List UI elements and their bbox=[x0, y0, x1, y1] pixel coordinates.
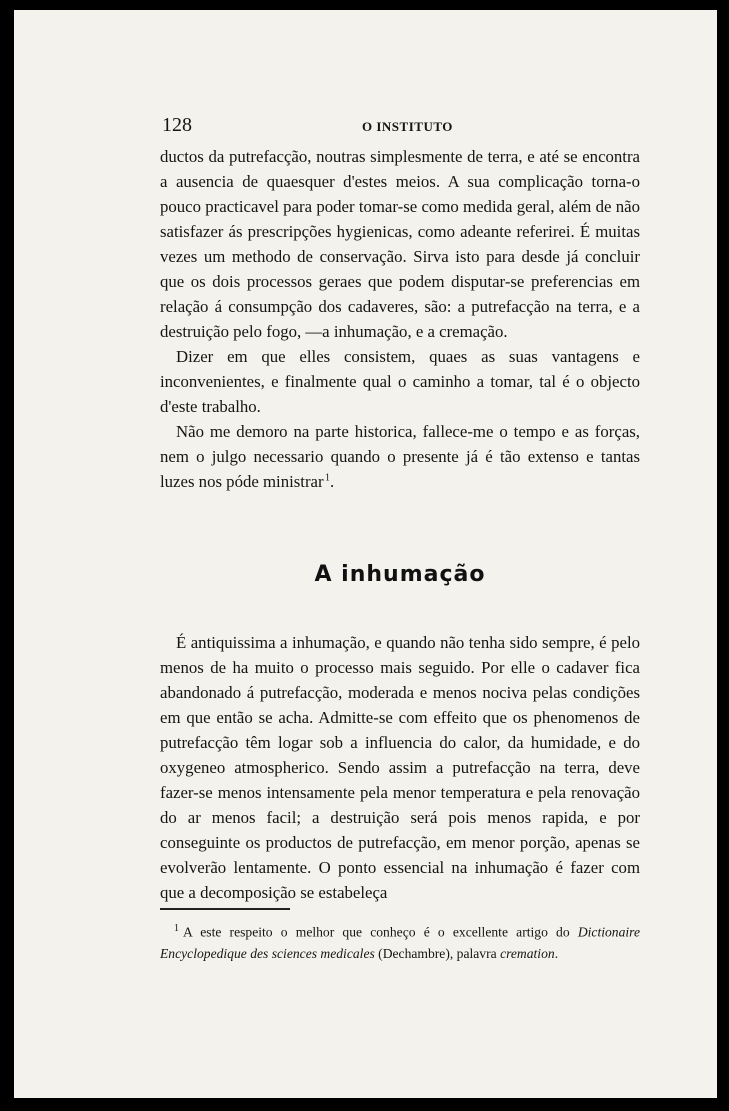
footnote-text-end: . bbox=[554, 945, 559, 961]
paragraph-objective: Dizer em que elles consistem, quaes as suas vantagens e inconvenientes, e finalmente qual o caminho a tomar, tal é o objecto d'este trabalho. bbox=[160, 347, 640, 416]
page-header bbox=[162, 114, 638, 138]
paragraph-historical-end: . bbox=[330, 472, 335, 491]
paragraph-continuation: ductos da putrefacção, noutras simplesmente de terra, e até se encontra a ausencia de quaesquer d'estes meios. A sua complicação torna-o pouco practicavel para poder tomar-se como medida geral, além de não satisfazer ás prescripções hygienicas, como adeante referirei. É muitas vezes um methodo de conservação. Sirva isto para desde já concluir que os dois processos geraes que podem disputar-se preferencias em relação á consumpção dos cadaveres, são: a putrefacção na terra, e a destruição pelo fogo, —a inhumação, e a cremação. bbox=[160, 147, 640, 341]
footnote-mark: 1 bbox=[174, 923, 179, 934]
footnote bbox=[160, 918, 640, 964]
document-page bbox=[14, 10, 717, 1098]
paragraph-historical-text: Não me demoro na parte historica, fallece-me o tempo e as forças, nem o julgo necessario quando o presente já é tão extenso e tantas luzes nos póde ministrar bbox=[160, 422, 640, 491]
footnote-reference[interactable]: 1 bbox=[325, 472, 330, 484]
footnote-work-title: Dictionaire Encyclopedique des sciences medicales bbox=[160, 924, 640, 961]
paragraph-historical bbox=[160, 419, 640, 494]
paragraph-inhumation: É antiquissima a inhumação, e quando não tenha sido sempre, é pelo menos de ha muito o processo mais seguido. Por elle o cadaver fica abandonado á putrefacção, moderada e menos nociva pelas condições em que então se acha. Admitte-se com effeito que os phenomenos de putrefacção têm logar sob a influencia do calor, da humidade, e do oxygeneo atmospherico. Sendo assim a putrefacção na terra, deve fazer-se menos intensamente pela menor temperatura e pela renovação do ar menos facil; a destruição será pois menos rapida, e por conseguinte os productos de putrefacção, em menor porção, apenas se evolverão lentamente. O ponto essencial na inhumação é fazer com que a decomposição se estabeleça bbox=[160, 633, 640, 902]
footnote-text-middle: (Dechambre), palavra bbox=[374, 945, 501, 961]
body-section-1 bbox=[160, 144, 640, 494]
page-number: 128 bbox=[162, 114, 192, 136]
footnote-keyword: cremation bbox=[500, 945, 555, 961]
running-title: O INSTITUTO bbox=[362, 119, 453, 134]
footnote-text-before: A este respeito o melhor que conheço é o excellente artigo do bbox=[183, 924, 578, 940]
body-section-2 bbox=[160, 630, 640, 905]
section-heading: A inhumação bbox=[314, 562, 486, 587]
footnote-divider bbox=[160, 908, 290, 910]
